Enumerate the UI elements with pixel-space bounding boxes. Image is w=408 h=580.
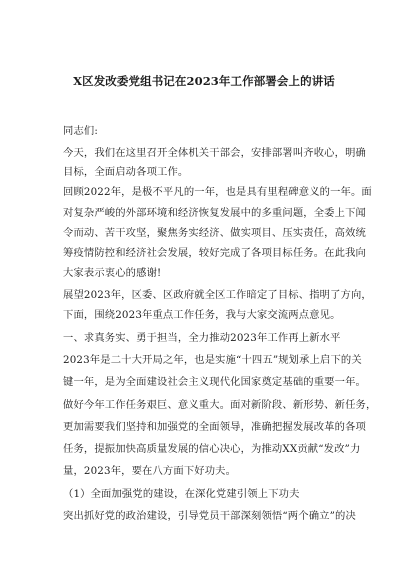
body-line: 突出抓好党的政治建设，引导党员干部深刻领悟“两个确立”的决 bbox=[63, 510, 356, 522]
body-line: 2023年是二十大开局之年，也是实施“十四五”规划承上启下的关 bbox=[63, 354, 362, 366]
body-line: 回顾2022年，是极不平凡的一年，也是具有里程碑意义的一年。面 bbox=[63, 186, 372, 198]
body-line: 键一年，是为全面建设社会主义现代化国家奠定基础的重要一年。 bbox=[63, 376, 366, 388]
body-line: 令而动、苦干攻坚，聚焦务实经济、做实项目、压实责任，高效统 bbox=[63, 227, 366, 239]
document-title: X区发改委党组书记在2023年工作部署会上的讲话 bbox=[73, 74, 335, 88]
body-line: 更加需要我们坚持和加强党的全面领导，准确把握发展改革的各项 bbox=[63, 421, 366, 433]
subsection-heading: （1）全面加强党的建设，在深化党建引领上下功夫 bbox=[63, 488, 300, 500]
body-line: 做好今年工作任务艰巨、意义重大。面对新阶段、新形势、新任务， bbox=[63, 399, 377, 411]
body-line: 任务，提振加快高质量发展的信心决心，为推动XX贡献“发改”力 bbox=[63, 443, 361, 455]
section-heading: 一、求真务实、勇于担当，全力推动2023年工作再上新水平 bbox=[63, 332, 341, 344]
body-line: 同志们: bbox=[63, 125, 98, 137]
body-line: 大家表示衷心的感谢! bbox=[63, 267, 162, 279]
body-line: 目标，全面启动各项工作。 bbox=[63, 166, 189, 178]
body-line: 筹疫情防控和经济社会发展，较好完成了各项目标任务。在此我向 bbox=[63, 247, 366, 259]
body-line: 今天，我们在这里召开全体机关干部会，安排部署叫齐收心，明确 bbox=[63, 147, 366, 159]
body-line: 展望2023年，区委、区政府就全区工作暗定了目标、指明了方向， bbox=[63, 289, 372, 301]
body-line: 下面，围绕2023年重点工作任务，我与大家交流两点意见。 bbox=[63, 309, 341, 321]
body-line: 量，2023年，要在八方面下好功夫。 bbox=[63, 465, 237, 477]
body-line: 对复杂严峻的外部环境和经济恢复发展中的多重问题，全委上下闻 bbox=[63, 207, 366, 219]
